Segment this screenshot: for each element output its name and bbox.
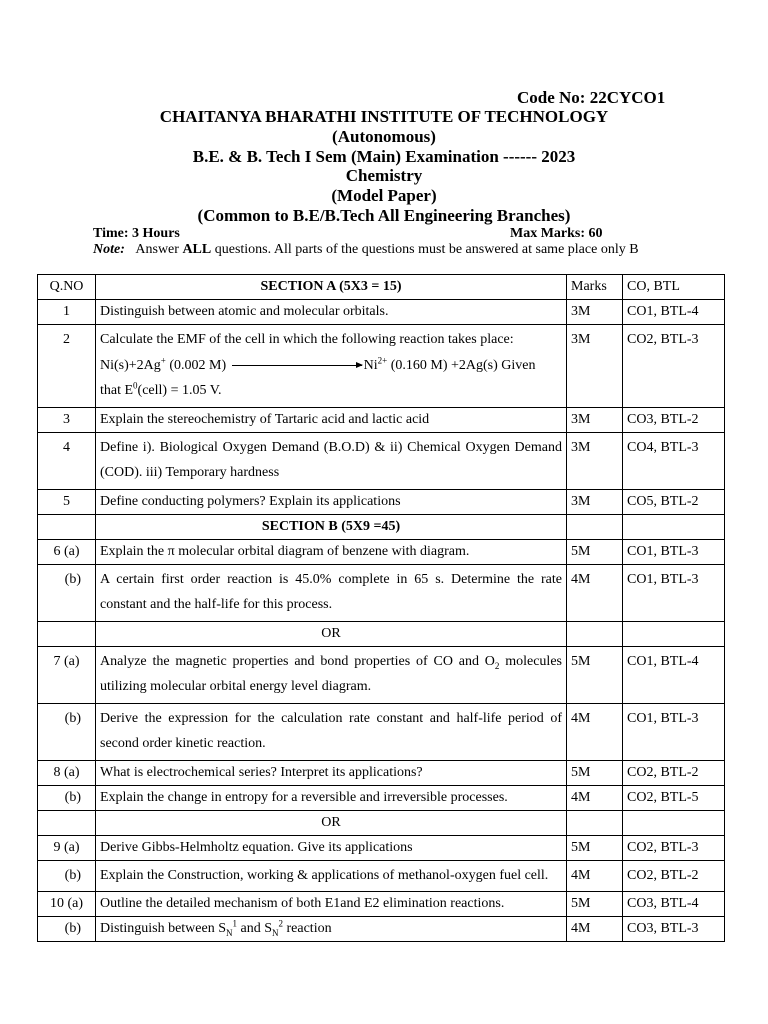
table-row	[38, 539, 725, 564]
question-number: (b)	[38, 703, 96, 760]
q2-standard-sup: 0	[133, 380, 138, 391]
question-co: CO1, BTL-3	[623, 539, 725, 564]
question-marks: 5M	[567, 892, 623, 917]
question-text	[96, 917, 567, 942]
question-text: Distinguish between atomic and molecular orbitals.	[96, 300, 567, 325]
question-marks: 3M	[567, 432, 623, 489]
table-row	[38, 325, 725, 408]
subject-title: Chemistry	[345, 166, 423, 185]
empty-cell	[623, 810, 725, 835]
question-text: Outline the detailed mechanism of both E1and E2 elimination reactions.	[96, 892, 567, 917]
question-co: CO2, BTL-2	[623, 760, 725, 785]
col-qno: Q.NO	[38, 275, 96, 300]
question-co: CO3, BTL-3	[623, 917, 725, 942]
paper-type: (Model Paper)	[331, 186, 437, 205]
question-number: 6 (a)	[38, 539, 96, 564]
note-label: Note:	[93, 242, 125, 257]
question-marks: 4M	[567, 785, 623, 810]
question-text: Explain the change in entropy for a reversible and irreversible processes.	[96, 785, 567, 810]
table-row	[38, 646, 725, 703]
question-marks: 3M	[567, 407, 623, 432]
q7a-subscript: 2	[494, 660, 500, 671]
question-text: A certain first order reaction is 45.0% complete in 65 s. Determine the rate constant and the half-life for this process.	[96, 564, 567, 621]
code-number: Code No: 22CYCO1	[517, 88, 666, 107]
question-marks: 4M	[567, 917, 623, 942]
table-row	[38, 407, 725, 432]
table-row	[38, 564, 725, 621]
question-co: CO1, BTL-4	[623, 646, 725, 703]
question-marks: 5M	[567, 835, 623, 860]
reaction-arrow-icon	[232, 365, 362, 366]
q2-ni-charge: 2+	[377, 354, 388, 365]
question-text: Explain the π molecular orbital diagram of benzene with diagram.	[96, 539, 567, 564]
note-text-pre: Answer	[135, 242, 183, 257]
q2-ag-conc: (0.002 M)	[165, 357, 230, 373]
question-text: Explain the stereochemistry of Tartaric acid and lactic acid	[96, 407, 567, 432]
question-table	[37, 274, 725, 942]
table-row	[38, 917, 725, 942]
question-co: CO1, BTL-4	[623, 300, 725, 325]
question-marks: 4M	[567, 860, 623, 892]
question-text	[96, 325, 567, 408]
q10b-sub2: N	[272, 927, 279, 938]
exam-title: B.E. & B. Tech I Sem (Main) Examination ------ 2023	[192, 147, 576, 166]
table-header-row	[38, 275, 725, 300]
note	[93, 241, 663, 259]
table-row	[38, 785, 725, 810]
question-number: 10 (a)	[38, 892, 96, 917]
table-row	[38, 860, 725, 892]
or-divider: OR	[96, 810, 567, 835]
question-number: (b)	[38, 860, 96, 892]
q10b-t3: reaction	[283, 921, 332, 936]
question-number: 7 (a)	[38, 646, 96, 703]
section-b-row	[38, 514, 725, 539]
time-label: Time: 3 Hours	[93, 226, 180, 241]
empty-cell	[38, 810, 96, 835]
empty-cell	[38, 621, 96, 646]
q10b-t2: and S	[237, 921, 272, 936]
empty-cell	[567, 621, 623, 646]
q10b-t1: Distinguish between S	[100, 921, 226, 936]
empty-cell	[567, 810, 623, 835]
col-co-btl: CO, BTL	[623, 275, 725, 300]
question-co: CO5, BTL-2	[623, 489, 725, 514]
question-number: 2	[38, 325, 96, 408]
question-marks: 5M	[567, 539, 623, 564]
question-text: Define i). Biological Oxygen Demand (B.O.D) & ii) Chemical Oxygen Demand (COD). iii) Temporary hardness	[96, 432, 567, 489]
question-number: (b)	[38, 785, 96, 810]
empty-cell	[38, 514, 96, 539]
section-b-heading: SECTION B (5X9 =45)	[96, 514, 567, 539]
table-row	[38, 703, 725, 760]
question-marks: 3M	[567, 300, 623, 325]
or-divider: OR	[96, 621, 567, 646]
question-number: 9 (a)	[38, 835, 96, 860]
table-row	[38, 300, 725, 325]
autonomous-label: (Autonomous)	[332, 127, 436, 146]
section-a-heading: SECTION A (5X3 = 15)	[96, 275, 567, 300]
question-text: Derive the expression for the calculation rate constant and half-life period of second order kinetic reaction.	[96, 703, 567, 760]
question-text: Explain the Construction, working & applications of methanol-oxygen fuel cell.	[96, 860, 567, 892]
table-row	[38, 892, 725, 917]
question-marks: 3M	[567, 325, 623, 408]
empty-cell	[623, 621, 725, 646]
q7a-text-pre: Analyze the magnetic properties and bond properties of CO and O	[100, 653, 495, 669]
q2-product: Ni	[363, 357, 378, 373]
institute-name: CHAITANYA BHARATHI INSTITUTE OF TECHNOLOGY	[159, 107, 609, 126]
q10b-sup1: 1	[232, 918, 237, 929]
question-text: What is electrochemical series? Interpret its applications?	[96, 760, 567, 785]
question-co: CO3, BTL-2	[623, 407, 725, 432]
question-marks: 4M	[567, 703, 623, 760]
question-text	[96, 646, 567, 703]
q2-line3-pre: that E	[100, 383, 134, 398]
max-marks-label: Max Marks: 60	[510, 226, 603, 241]
question-marks: 5M	[567, 646, 623, 703]
question-co: CO3, BTL-4	[623, 892, 725, 917]
q2-ag-charge: +	[160, 354, 166, 365]
table-row	[38, 432, 725, 489]
q7a-text-post: molecules utilizing molecular orbital energy level diagram.	[100, 653, 562, 694]
question-co: CO1, BTL-3	[623, 564, 725, 621]
q2-tail: (0.160 M) +2Ag(s) Given	[387, 357, 536, 373]
table-row	[38, 489, 725, 514]
question-co: CO1, BTL-3	[623, 703, 725, 760]
question-number: (b)	[38, 564, 96, 621]
question-co: CO2, BTL-2	[623, 860, 725, 892]
question-number: 3	[38, 407, 96, 432]
question-marks: 3M	[567, 489, 623, 514]
table-row	[38, 760, 725, 785]
question-co: CO2, BTL-5	[623, 785, 725, 810]
question-number: 1	[38, 300, 96, 325]
question-co: CO2, BTL-3	[623, 325, 725, 408]
question-number: (b)	[38, 917, 96, 942]
question-number: 5	[38, 489, 96, 514]
question-text: Derive Gibbs-Helmholtz equation. Give its applications	[96, 835, 567, 860]
or-row	[38, 621, 725, 646]
empty-cell	[567, 514, 623, 539]
q10b-sub1: N	[226, 927, 233, 938]
empty-cell	[623, 514, 725, 539]
question-number: 8 (a)	[38, 760, 96, 785]
table-row	[38, 835, 725, 860]
q2-line3-post: (cell) = 1.05 V.	[137, 383, 222, 398]
question-marks: 5M	[567, 760, 623, 785]
q2-line1: Calculate the EMF of the cell in which the following reaction takes place:	[100, 332, 514, 347]
question-marks: 4M	[567, 564, 623, 621]
note-text-post: questions. All parts of the questions must be answered at same place only B	[211, 242, 639, 257]
common-branches: (Common to B.E/B.Tech All Engineering Branches)	[197, 206, 571, 225]
question-co: CO2, BTL-3	[623, 835, 725, 860]
q10b-sup2: 2	[278, 918, 283, 929]
question-number: 4	[38, 432, 96, 489]
q2-reactant: Ni(s)+2Ag	[100, 357, 161, 373]
note-text-bold: ALL	[182, 242, 212, 257]
or-row	[38, 810, 725, 835]
col-marks: Marks	[567, 275, 623, 300]
question-text: Define conducting polymers? Explain its applications	[96, 489, 567, 514]
question-co: CO4, BTL-3	[623, 432, 725, 489]
